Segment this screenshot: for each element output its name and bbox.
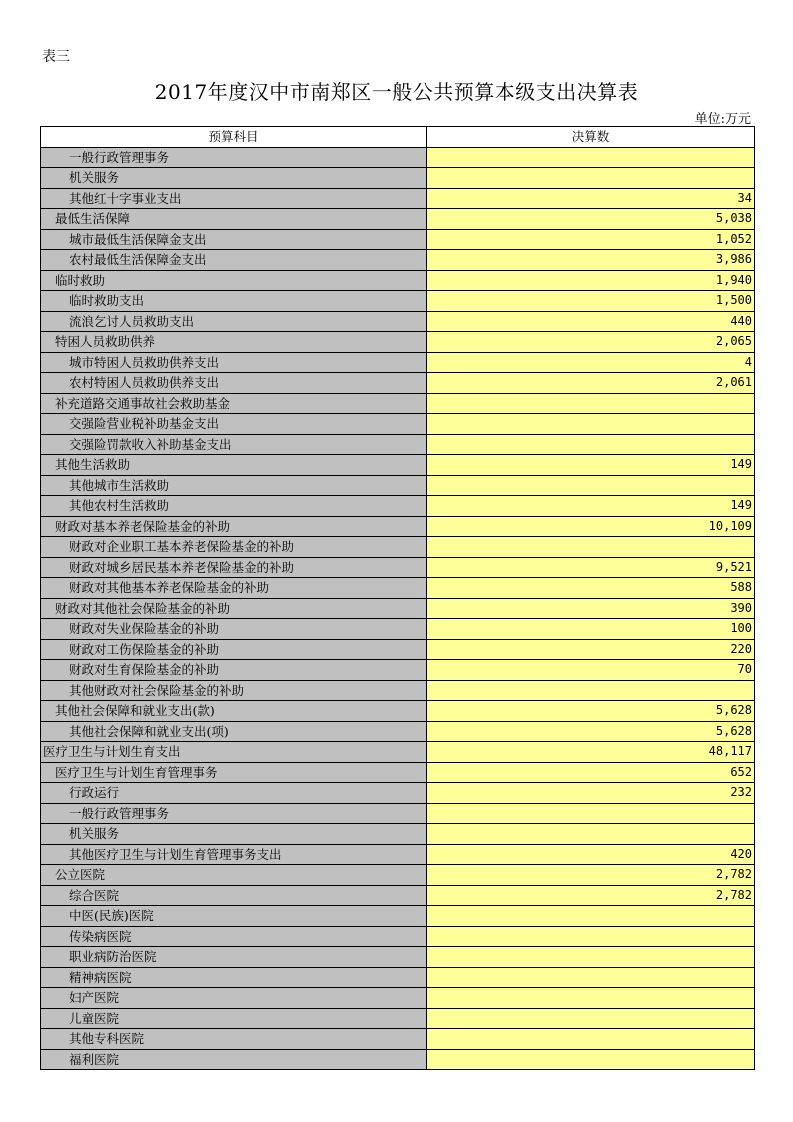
table-row [41, 373, 755, 394]
header-row [41, 127, 755, 148]
row-item-name: 其他红十字事业支出 [41, 188, 427, 209]
table-row [41, 291, 755, 312]
row-amount [427, 906, 755, 927]
table-row [41, 885, 755, 906]
row-amount [427, 1008, 755, 1029]
row-amount: 3,986 [427, 250, 755, 271]
table-row [41, 311, 755, 332]
row-item-name: 最低生活保障 [41, 209, 427, 230]
row-item-name: 机关服务 [41, 168, 427, 189]
table-row [41, 721, 755, 742]
row-amount: 2,782 [427, 865, 755, 886]
row-item-name: 交强险罚款收入补助基金支出 [41, 434, 427, 455]
row-item-name: 财政对企业职工基本养老保险基金的补助 [41, 537, 427, 558]
row-item-name: 机关服务 [41, 824, 427, 845]
row-item-name: 职业病防治医院 [41, 947, 427, 968]
row-amount [427, 988, 755, 1009]
table-row [41, 926, 755, 947]
row-amount: 588 [427, 578, 755, 599]
table-row [41, 537, 755, 558]
row-item-name: 综合医院 [41, 885, 427, 906]
row-item-name: 其他社会保障和就业支出(项) [41, 721, 427, 742]
table-row [41, 496, 755, 517]
table-body [41, 147, 755, 1070]
row-amount: 70 [427, 660, 755, 681]
row-item-name: 城市最低生活保障金支出 [41, 229, 427, 250]
row-item-name: 医疗卫生与计划生育管理事务 [41, 762, 427, 783]
row-amount: 4 [427, 352, 755, 373]
table-row [41, 352, 755, 373]
table-row [41, 188, 755, 209]
row-amount [427, 926, 755, 947]
row-item-name: 财政对基本养老保险基金的补助 [41, 516, 427, 537]
budget-table [40, 126, 755, 1070]
row-amount: 5,628 [427, 701, 755, 722]
row-amount: 2,061 [427, 373, 755, 394]
table-row [41, 701, 755, 722]
table-row [41, 332, 755, 353]
table-row [41, 844, 755, 865]
row-item-name: 其他城市生活救助 [41, 475, 427, 496]
table-row [41, 1029, 755, 1050]
row-amount: 48,117 [427, 742, 755, 763]
row-amount: 2,782 [427, 885, 755, 906]
table-row [41, 475, 755, 496]
row-amount: 5,628 [427, 721, 755, 742]
row-amount [427, 393, 755, 414]
row-amount [427, 168, 755, 189]
table-label: 表三 [42, 49, 70, 65]
row-amount [427, 1029, 755, 1050]
row-amount: 390 [427, 598, 755, 619]
table-row [41, 209, 755, 230]
column-header-amount: 决算数 [427, 127, 755, 148]
row-amount [427, 803, 755, 824]
table-row [41, 639, 755, 660]
row-amount: 149 [427, 496, 755, 517]
table-row [41, 947, 755, 968]
table-row [41, 988, 755, 1009]
row-amount [427, 414, 755, 435]
row-amount: 10,109 [427, 516, 755, 537]
row-item-name: 一般行政管理事务 [41, 803, 427, 824]
row-item-name: 补充道路交通事故社会救助基金 [41, 393, 427, 414]
row-amount: 1,052 [427, 229, 755, 250]
row-item-name: 财政对其他基本养老保险基金的补助 [41, 578, 427, 599]
row-item-name: 福利医院 [41, 1049, 427, 1070]
row-item-name: 传染病医院 [41, 926, 427, 947]
row-amount [427, 537, 755, 558]
row-item-name: 其他专科医院 [41, 1029, 427, 1050]
row-item-name: 其他医疗卫生与计划生育管理事务支出 [41, 844, 427, 865]
table-row [41, 967, 755, 988]
table-row [41, 229, 755, 250]
table-row [41, 906, 755, 927]
table-row [41, 762, 755, 783]
table-row [41, 434, 755, 455]
table-row [41, 680, 755, 701]
table-row [41, 270, 755, 291]
row-amount: 5,038 [427, 209, 755, 230]
row-item-name: 特困人员救助供养 [41, 332, 427, 353]
row-amount [427, 680, 755, 701]
table-row [41, 250, 755, 271]
row-item-name: 流浪乞讨人员救助支出 [41, 311, 427, 332]
row-item-name: 儿童医院 [41, 1008, 427, 1029]
row-item-name: 农村特困人员救助供养支出 [41, 373, 427, 394]
row-item-name: 其他财政对社会保险基金的补助 [41, 680, 427, 701]
row-amount [427, 1049, 755, 1070]
row-amount [427, 147, 755, 168]
table-row [41, 660, 755, 681]
row-amount: 34 [427, 188, 755, 209]
row-amount: 220 [427, 639, 755, 660]
row-amount: 1,940 [427, 270, 755, 291]
row-item-name: 城市特困人员救助供养支出 [41, 352, 427, 373]
row-item-name: 财政对工伤保险基金的补助 [41, 639, 427, 660]
table-row [41, 414, 755, 435]
table-row [41, 147, 755, 168]
row-item-name: 精神病医院 [41, 967, 427, 988]
row-amount [427, 434, 755, 455]
table-row [41, 598, 755, 619]
row-amount: 100 [427, 619, 755, 640]
table-row [41, 619, 755, 640]
row-item-name: 其他社会保障和就业支出(款) [41, 701, 427, 722]
row-amount: 232 [427, 783, 755, 804]
row-amount [427, 947, 755, 968]
table-row [41, 516, 755, 537]
table-row [41, 824, 755, 845]
table-row [41, 1049, 755, 1070]
row-item-name: 行政运行 [41, 783, 427, 804]
row-amount [427, 475, 755, 496]
table-row [41, 865, 755, 886]
row-amount: 440 [427, 311, 755, 332]
row-item-name: 临时救助 [41, 270, 427, 291]
table-row [41, 557, 755, 578]
row-item-name: 财政对生育保险基金的补助 [41, 660, 427, 681]
row-amount: 652 [427, 762, 755, 783]
page-title: 2017年度汉中市南郑区一般公共预算本级支出决算表 [154, 80, 639, 104]
column-header-item: 预算科目 [41, 127, 427, 148]
table-row [41, 803, 755, 824]
row-item-name: 交强险营业税补助基金支出 [41, 414, 427, 435]
row-amount: 1,500 [427, 291, 755, 312]
unit-note: 单位:万元 [694, 112, 751, 127]
row-item-name: 其他农村生活救助 [41, 496, 427, 517]
row-amount: 9,521 [427, 557, 755, 578]
table-row [41, 455, 755, 476]
row-amount: 420 [427, 844, 755, 865]
table-row [41, 1008, 755, 1029]
row-amount [427, 824, 755, 845]
table-row [41, 168, 755, 189]
row-amount [427, 967, 755, 988]
row-item-name: 妇产医院 [41, 988, 427, 1009]
row-item-name: 医疗卫生与计划生育支出 [41, 742, 427, 763]
table-row [41, 578, 755, 599]
row-item-name: 临时救助支出 [41, 291, 427, 312]
row-item-name: 农村最低生活保障金支出 [41, 250, 427, 271]
table-row [41, 783, 755, 804]
row-amount: 2,065 [427, 332, 755, 353]
row-item-name: 其他生活救助 [41, 455, 427, 476]
row-item-name: 财政对城乡居民基本养老保险基金的补助 [41, 557, 427, 578]
row-item-name: 财政对其他社会保险基金的补助 [41, 598, 427, 619]
row-item-name: 财政对失业保险基金的补助 [41, 619, 427, 640]
row-item-name: 公立医院 [41, 865, 427, 886]
row-amount: 149 [427, 455, 755, 476]
table-row [41, 742, 755, 763]
table-row [41, 393, 755, 414]
row-item-name: 中医(民族)医院 [41, 906, 427, 927]
row-item-name: 一般行政管理事务 [41, 147, 427, 168]
